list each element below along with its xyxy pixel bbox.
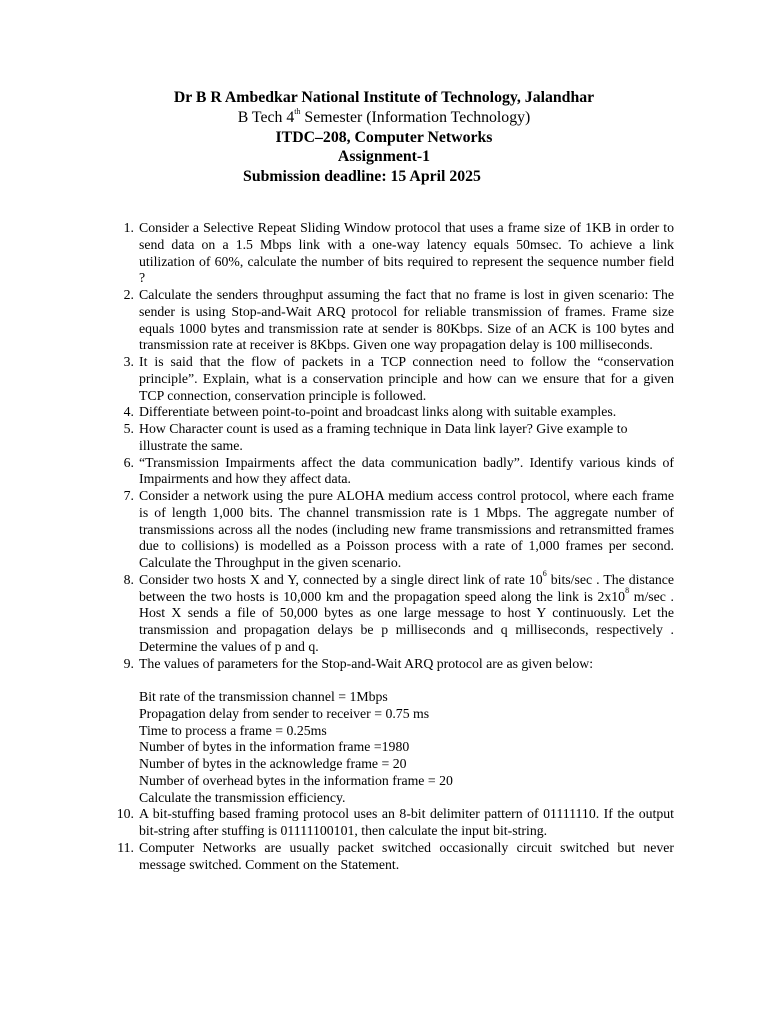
parameter-line: Number of bytes in the acknowledge frame = 20 [139,756,407,771]
submission-deadline: Submission deadline: 15 April 2025 [243,168,481,186]
question-text: “Transmission Impairments affect the data communication badly”. Identify various kinds of Impairments and how they affect data. [139,454,674,487]
question-text-segment: m/sec . Host X sends a file of 50,000 bytes as one large message to host Y continuously. Let the transmission and propagation delays be p milliseconds and q milliseconds, respectively . Determine the values of p and q. [139,588,674,654]
question-item [118,840,674,874]
question-item [118,656,674,807]
parameter-line: Time to process a frame = 0.25ms [139,722,327,738]
question-text: A bit-stuffing based framing protocol uses an 8-bit delimiter pattern of 01111110. If the output bit-string after stuffing is 01111100101, then calculate the input bit-string. [139,806,674,838]
question-text-segment: bits/sec . The distance between the two hosts is 10,000 km and the propagation speed along the link is 2x10 [139,571,674,604]
parameter-list [139,689,674,806]
question-text: Computer Networks are usually packet switched occasionally circuit switched but never message switched. Comment on the Statement. [139,839,674,872]
question-number: 10. [116,806,134,822]
question-item [118,354,674,404]
question-item [118,220,674,287]
exponent: 6 [542,569,547,579]
question-text: How Character count is used as a framing technique in Data link layer? Give example to illustrate the same. [139,421,628,453]
parameter-line: Bit rate of the transmission channel = 1Mbps [139,689,388,704]
parameter-line: Number of overhead bytes in the information frame = 20 [139,772,453,788]
course-title: ITDC–208, Computer Networks [275,128,493,146]
question-number: 3. [123,354,134,369]
question-item [118,287,674,354]
semester-suffix: Semester (Information Technology) [300,108,531,126]
institute-name: Dr B R Ambedkar National Institute of Technology, Jalandhar [173,89,595,106]
assignment-title: Assignment-1 [337,148,431,166]
question-text [139,569,674,656]
question-item [118,569,674,656]
semester-superscript: th [294,106,301,116]
question-number: 4. [123,404,134,420]
question-item [118,806,674,840]
question-number: 2. [123,287,134,302]
question-number: 7. [123,488,134,503]
question-number: 1. [123,220,134,235]
parameter-line: Propagation delay from sender to receiver = 0.75 ms [139,705,430,721]
semester-line [0,108,768,128]
semester-prefix: B Tech 4 [237,108,295,126]
question-item [118,421,674,455]
question-text-part-2: principle”. Explain, what is a conservation principle and how can we ensure that for a given TCP connection, conservation principle is followed. [139,370,674,403]
question-number: 5. [123,421,134,436]
question-number: 11. [117,839,134,855]
question-text-part-1: It is said that the flow of packets in a TCP connection need to follow the “conservation [139,354,674,369]
question-text: Consider a network using the pure ALOHA medium access control protocol, where each frame is of length 1,000 bits. The channel transmission rate is 1 Mbps. The aggregate number of transmissions across all the nodes (including new frame transmissions and retransmitted frames due to collisions) is modelled as a Poisson process with a rate of 1,000 frames per second. Calculate the Throughput in the given scenario. [139,488,674,570]
parameter-line: Calculate the transmission efficiency. [139,789,346,805]
question-item [118,488,674,572]
exponent: 8 [625,585,630,595]
question-text: Consider a Selective Repeat Sliding Window protocol that uses a frame size of 1KB in order to send data on a 1.5 Mbps link with a one-way latency equals 50msec. To achieve a link utilization of 60%, calculate the number of bits required to represent the sequence number field ? [139,220,674,286]
question-text: Calculate the senders throughput assuming the fact that no frame is lost in given scenario: The sender is using Stop-and-Wait ARQ protocol for reliable transmission of frames. Frame size equals 1000 bytes and transmission rate at sender is 80Kbps. Size of an ACK is 100 bytes and transmission rate at receiver is 8Kbps. Given one way propagation delay is 100 milliseconds. [139,287,674,353]
question-number: 9. [123,655,134,671]
question-item [118,455,674,489]
question-number: 6. [123,454,134,470]
question-item [118,404,674,421]
question-text: Differentiate between point-to-point and broadcast links along with suitable examples. [139,404,617,420]
question-list [118,220,674,873]
question-text-segment: Consider two hosts X and Y, connected by a single direct link of rate 10 [139,571,543,587]
question-text: The values of parameters for the Stop-and-Wait ARQ protocol are as given below: [139,655,594,671]
parameter-line: Number of bytes in the information frame =1980 [139,739,410,755]
document-header [0,88,768,187]
question-number: 8. [123,571,134,587]
